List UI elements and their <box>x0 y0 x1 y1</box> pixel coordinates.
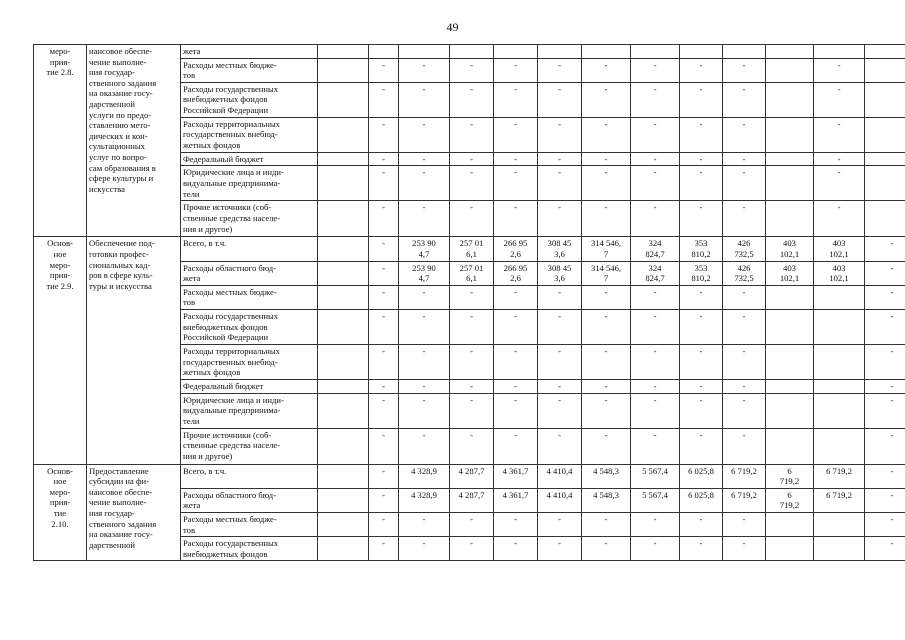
value-cell: 6 719,2 <box>723 464 766 488</box>
funding-source: Расходы территориальных государственных внебюд- жетных фондов <box>181 117 318 152</box>
value-cell: 5 567,4 <box>631 488 680 512</box>
value-cell: 353 810,2 <box>680 261 723 285</box>
value-cell <box>318 82 369 117</box>
funding-source: Федеральный бюджет <box>181 379 318 393</box>
value-cell <box>865 166 905 201</box>
value-cell: - <box>814 117 865 152</box>
table-row <box>34 237 905 261</box>
value-cell: - <box>865 393 905 428</box>
value-cell: - <box>631 58 680 82</box>
value-cell: - <box>399 537 450 561</box>
value-cell: - <box>399 166 450 201</box>
value-cell <box>318 344 369 379</box>
value-cell: - <box>494 285 538 309</box>
value-cell: 6 719,2 <box>723 488 766 512</box>
value-cell: - <box>865 428 905 464</box>
value-cell <box>766 117 814 152</box>
page-number: 49 <box>446 20 459 34</box>
value-cell: - <box>450 309 494 344</box>
value-cell <box>538 45 582 59</box>
measure-label: Основ- ное меро- прия- тие 2.10. <box>34 464 87 561</box>
value-cell <box>766 512 814 536</box>
value-cell: - <box>494 512 538 536</box>
value-cell: - <box>369 309 399 344</box>
value-cell <box>318 464 369 488</box>
value-cell <box>766 166 814 201</box>
measure-label: Основ- ное меро- прия- тие 2.9. <box>34 237 87 464</box>
value-cell: - <box>723 379 766 393</box>
value-cell: - <box>538 201 582 237</box>
value-cell: 308 45 3,6 <box>538 237 582 261</box>
value-cell: - <box>538 428 582 464</box>
value-cell: - <box>494 309 538 344</box>
value-cell: - <box>680 344 723 379</box>
value-cell: 4 287,7 <box>450 464 494 488</box>
value-cell <box>631 45 680 59</box>
value-cell: - <box>494 82 538 117</box>
value-cell: - <box>538 166 582 201</box>
value-cell: - <box>582 393 631 428</box>
value-cell <box>766 285 814 309</box>
value-cell <box>814 285 865 309</box>
value-cell: - <box>399 428 450 464</box>
value-cell: 314 546, 7 <box>582 237 631 261</box>
value-cell <box>865 45 905 59</box>
value-cell: - <box>450 201 494 237</box>
value-cell <box>766 58 814 82</box>
value-cell: - <box>631 537 680 561</box>
value-cell: - <box>369 512 399 536</box>
value-cell: - <box>450 512 494 536</box>
budget-table <box>33 44 905 561</box>
value-cell <box>814 512 865 536</box>
value-cell: - <box>369 261 399 285</box>
value-cell: - <box>723 152 766 166</box>
value-cell <box>318 393 369 428</box>
value-cell: 4 361,7 <box>494 464 538 488</box>
value-cell: - <box>723 82 766 117</box>
value-cell: - <box>865 464 905 488</box>
value-cell: - <box>494 166 538 201</box>
value-cell: - <box>723 285 766 309</box>
funding-source: Юридические лица и инди- видуальные предпринима- тели <box>181 166 318 201</box>
value-cell <box>318 166 369 201</box>
funding-source: жета <box>181 45 318 59</box>
value-cell: - <box>582 58 631 82</box>
value-cell <box>494 45 538 59</box>
value-cell: 426 732,5 <box>723 237 766 261</box>
value-cell: - <box>582 285 631 309</box>
value-cell: - <box>538 393 582 428</box>
value-cell <box>680 45 723 59</box>
value-cell: 403 102,1 <box>766 261 814 285</box>
value-cell <box>766 379 814 393</box>
value-cell: - <box>369 488 399 512</box>
value-cell: 403 102,1 <box>766 237 814 261</box>
value-cell: - <box>369 152 399 166</box>
value-cell <box>865 117 905 152</box>
funding-source: Прочие источники (соб- ственные средства населе- ния и другое) <box>181 428 318 464</box>
value-cell <box>814 379 865 393</box>
value-cell: - <box>538 285 582 309</box>
value-cell <box>369 45 399 59</box>
value-cell: - <box>631 379 680 393</box>
value-cell <box>450 45 494 59</box>
value-cell <box>865 82 905 117</box>
value-cell: 6 719,2 <box>814 488 865 512</box>
value-cell <box>865 58 905 82</box>
value-cell: 6 719,2 <box>766 464 814 488</box>
value-cell: - <box>582 537 631 561</box>
value-cell: - <box>865 261 905 285</box>
value-cell: - <box>814 58 865 82</box>
measure-name: нансовое обеспе- чение выполне- ния государ- ственного задания на оказание госу- дарственной услуги по предо- ставлению мето- дических и кон- сультационных услуг по вопро- сам образования в сфере культуры и искусства <box>87 45 181 237</box>
value-cell <box>814 45 865 59</box>
value-cell: 353 810,2 <box>680 237 723 261</box>
value-cell <box>814 537 865 561</box>
value-cell: 266 95 2,6 <box>494 261 538 285</box>
value-cell <box>318 488 369 512</box>
value-cell: - <box>631 166 680 201</box>
value-cell: - <box>814 152 865 166</box>
value-cell: - <box>538 82 582 117</box>
value-cell <box>723 45 766 59</box>
value-cell: - <box>680 152 723 166</box>
value-cell <box>318 45 369 59</box>
value-cell: - <box>582 117 631 152</box>
value-cell: - <box>450 58 494 82</box>
value-cell: - <box>399 58 450 82</box>
value-cell <box>766 45 814 59</box>
value-cell: - <box>865 309 905 344</box>
value-cell: - <box>369 393 399 428</box>
funding-source: Расходы территориальных государственных внебюд- жетных фондов <box>181 344 318 379</box>
value-cell: - <box>450 537 494 561</box>
value-cell: - <box>369 201 399 237</box>
value-cell: - <box>680 82 723 117</box>
value-cell: 4 328,9 <box>399 488 450 512</box>
value-cell <box>766 393 814 428</box>
value-cell: 4 548,3 <box>582 488 631 512</box>
value-cell: - <box>369 464 399 488</box>
value-cell: - <box>450 344 494 379</box>
funding-source: Расходы государственных внебюджетных фондов <box>181 537 318 561</box>
value-cell: 5 567,4 <box>631 464 680 488</box>
value-cell: - <box>631 117 680 152</box>
value-cell: - <box>399 512 450 536</box>
value-cell <box>766 537 814 561</box>
value-cell: - <box>494 379 538 393</box>
value-cell <box>318 237 369 261</box>
funding-source: Расходы местных бюдже- тов <box>181 58 318 82</box>
funding-source: Всего, в т.ч. <box>181 464 318 488</box>
funding-source: Федеральный бюджет <box>181 152 318 166</box>
value-cell <box>399 45 450 59</box>
value-cell: - <box>631 344 680 379</box>
value-cell: - <box>538 379 582 393</box>
value-cell: - <box>538 152 582 166</box>
value-cell: - <box>582 201 631 237</box>
value-cell <box>318 428 369 464</box>
value-cell: 4 410,4 <box>538 488 582 512</box>
value-cell: - <box>538 512 582 536</box>
value-cell <box>766 201 814 237</box>
value-cell <box>766 82 814 117</box>
value-cell: - <box>723 393 766 428</box>
value-cell: - <box>865 537 905 561</box>
value-cell <box>814 344 865 379</box>
value-cell: 253 90 4,7 <box>399 261 450 285</box>
value-cell <box>318 117 369 152</box>
value-cell: - <box>450 393 494 428</box>
value-cell: - <box>814 166 865 201</box>
value-cell: - <box>538 58 582 82</box>
value-cell: - <box>582 428 631 464</box>
value-cell: - <box>680 201 723 237</box>
value-cell: - <box>369 428 399 464</box>
value-cell: - <box>399 393 450 428</box>
value-cell: - <box>631 309 680 344</box>
value-cell: 403 102,1 <box>814 261 865 285</box>
value-cell: - <box>723 201 766 237</box>
value-cell: - <box>723 537 766 561</box>
value-cell <box>865 201 905 237</box>
value-cell: - <box>450 166 494 201</box>
value-cell: - <box>814 201 865 237</box>
funding-source: Всего, в т.ч. <box>181 237 318 261</box>
value-cell <box>865 152 905 166</box>
value-cell: - <box>631 152 680 166</box>
value-cell: - <box>680 285 723 309</box>
value-cell: - <box>865 488 905 512</box>
value-cell: - <box>680 512 723 536</box>
value-cell <box>318 152 369 166</box>
value-cell: - <box>399 344 450 379</box>
value-cell: - <box>631 512 680 536</box>
value-cell: - <box>723 166 766 201</box>
value-cell: 257 01 6,1 <box>450 237 494 261</box>
value-cell: - <box>494 201 538 237</box>
value-cell <box>766 344 814 379</box>
value-cell <box>318 201 369 237</box>
value-cell: - <box>450 379 494 393</box>
value-cell: - <box>494 344 538 379</box>
value-cell: - <box>865 344 905 379</box>
measure-name: Обеспечение под- готовки профес- сиональных кад- ров в сфере куль- туры и искусства <box>87 237 181 464</box>
table-body <box>34 45 905 561</box>
value-cell: - <box>582 379 631 393</box>
value-cell: - <box>582 512 631 536</box>
value-cell: 4 410,4 <box>538 464 582 488</box>
value-cell: - <box>582 152 631 166</box>
value-cell: 6 025,8 <box>680 464 723 488</box>
value-cell <box>318 537 369 561</box>
value-cell: - <box>399 152 450 166</box>
value-cell: - <box>631 285 680 309</box>
value-cell <box>766 309 814 344</box>
value-cell <box>318 285 369 309</box>
value-cell: - <box>538 344 582 379</box>
value-cell: - <box>723 512 766 536</box>
value-cell: - <box>582 82 631 117</box>
value-cell: - <box>723 58 766 82</box>
value-cell <box>318 379 369 393</box>
measure-name: Предоставление субсидии на фи- нансовое обеспе- чение выполне- ния государ- ственного задания на оказание госу- дарственной <box>87 464 181 561</box>
value-cell <box>814 309 865 344</box>
funding-source: Расходы государственных внебюджетных фондов Российской Федерации <box>181 82 318 117</box>
value-cell: - <box>680 393 723 428</box>
value-cell: - <box>723 309 766 344</box>
value-cell: - <box>814 82 865 117</box>
value-cell: - <box>369 285 399 309</box>
value-cell: - <box>369 82 399 117</box>
value-cell: - <box>865 237 905 261</box>
value-cell: - <box>582 344 631 379</box>
value-cell: - <box>369 117 399 152</box>
value-cell: - <box>680 537 723 561</box>
value-cell: - <box>865 512 905 536</box>
value-cell: 6 025,8 <box>680 488 723 512</box>
measure-label: меро- прия- тие 2.8. <box>34 45 87 237</box>
value-cell: - <box>399 285 450 309</box>
value-cell: - <box>538 537 582 561</box>
value-cell <box>318 261 369 285</box>
value-cell: 426 732,5 <box>723 261 766 285</box>
value-cell: - <box>494 537 538 561</box>
funding-source: Расходы местных бюдже- тов <box>181 285 318 309</box>
value-cell: - <box>494 428 538 464</box>
value-cell: 308 45 3,6 <box>538 261 582 285</box>
value-cell: 324 824,7 <box>631 261 680 285</box>
value-cell <box>766 428 814 464</box>
value-cell: - <box>538 309 582 344</box>
value-cell: 324 824,7 <box>631 237 680 261</box>
table-row <box>34 464 905 488</box>
value-cell: - <box>582 166 631 201</box>
value-cell: 257 01 6,1 <box>450 261 494 285</box>
value-cell: - <box>399 82 450 117</box>
value-cell: - <box>582 309 631 344</box>
value-cell: - <box>450 152 494 166</box>
value-cell: - <box>494 117 538 152</box>
value-cell: - <box>450 285 494 309</box>
value-cell: - <box>369 344 399 379</box>
value-cell: - <box>494 58 538 82</box>
value-cell: - <box>631 82 680 117</box>
value-cell <box>318 58 369 82</box>
value-cell: - <box>865 379 905 393</box>
value-cell: - <box>399 117 450 152</box>
value-cell: - <box>631 201 680 237</box>
funding-source: Юридические лица и инди- видуальные предпринима- тели <box>181 393 318 428</box>
value-cell: - <box>680 58 723 82</box>
value-cell: - <box>680 379 723 393</box>
value-cell: - <box>631 393 680 428</box>
value-cell: - <box>369 237 399 261</box>
table-row <box>34 45 905 59</box>
funding-source: Расходы местных бюдже- тов <box>181 512 318 536</box>
value-cell <box>582 45 631 59</box>
value-cell: 253 90 4,7 <box>399 237 450 261</box>
value-cell: 4 548,3 <box>582 464 631 488</box>
value-cell: 4 328,9 <box>399 464 450 488</box>
value-cell: - <box>399 379 450 393</box>
value-cell: - <box>723 117 766 152</box>
value-cell: - <box>369 379 399 393</box>
value-cell <box>814 428 865 464</box>
value-cell: - <box>450 82 494 117</box>
funding-source: Расходы областного бюд- жета <box>181 261 318 285</box>
value-cell: - <box>450 428 494 464</box>
value-cell: - <box>369 58 399 82</box>
funding-source: Расходы государственных внебюджетных фондов Российской Федерации <box>181 309 318 344</box>
value-cell: - <box>680 428 723 464</box>
value-cell: 6 719,2 <box>766 488 814 512</box>
value-cell: 6 719,2 <box>814 464 865 488</box>
value-cell: 314 546, 7 <box>582 261 631 285</box>
value-cell: 266 95 2,6 <box>494 237 538 261</box>
value-cell: - <box>680 309 723 344</box>
value-cell <box>814 393 865 428</box>
value-cell: - <box>723 344 766 379</box>
value-cell: - <box>369 166 399 201</box>
funding-source: Прочие источники (соб- ственные средства населе- ния и другое) <box>181 201 318 237</box>
value-cell: 4 361,7 <box>494 488 538 512</box>
value-cell: 403 102,1 <box>814 237 865 261</box>
value-cell: - <box>680 117 723 152</box>
value-cell: - <box>631 428 680 464</box>
funding-source: Расходы областного бюд- жета <box>181 488 318 512</box>
value-cell: - <box>399 201 450 237</box>
value-cell: - <box>723 428 766 464</box>
value-cell: 4 287,7 <box>450 488 494 512</box>
value-cell: - <box>865 285 905 309</box>
value-cell: - <box>680 166 723 201</box>
value-cell: - <box>494 152 538 166</box>
value-cell: - <box>369 537 399 561</box>
value-cell: - <box>450 117 494 152</box>
value-cell <box>766 152 814 166</box>
value-cell: - <box>494 393 538 428</box>
value-cell: - <box>538 117 582 152</box>
value-cell: - <box>399 309 450 344</box>
value-cell <box>318 309 369 344</box>
value-cell <box>318 512 369 536</box>
